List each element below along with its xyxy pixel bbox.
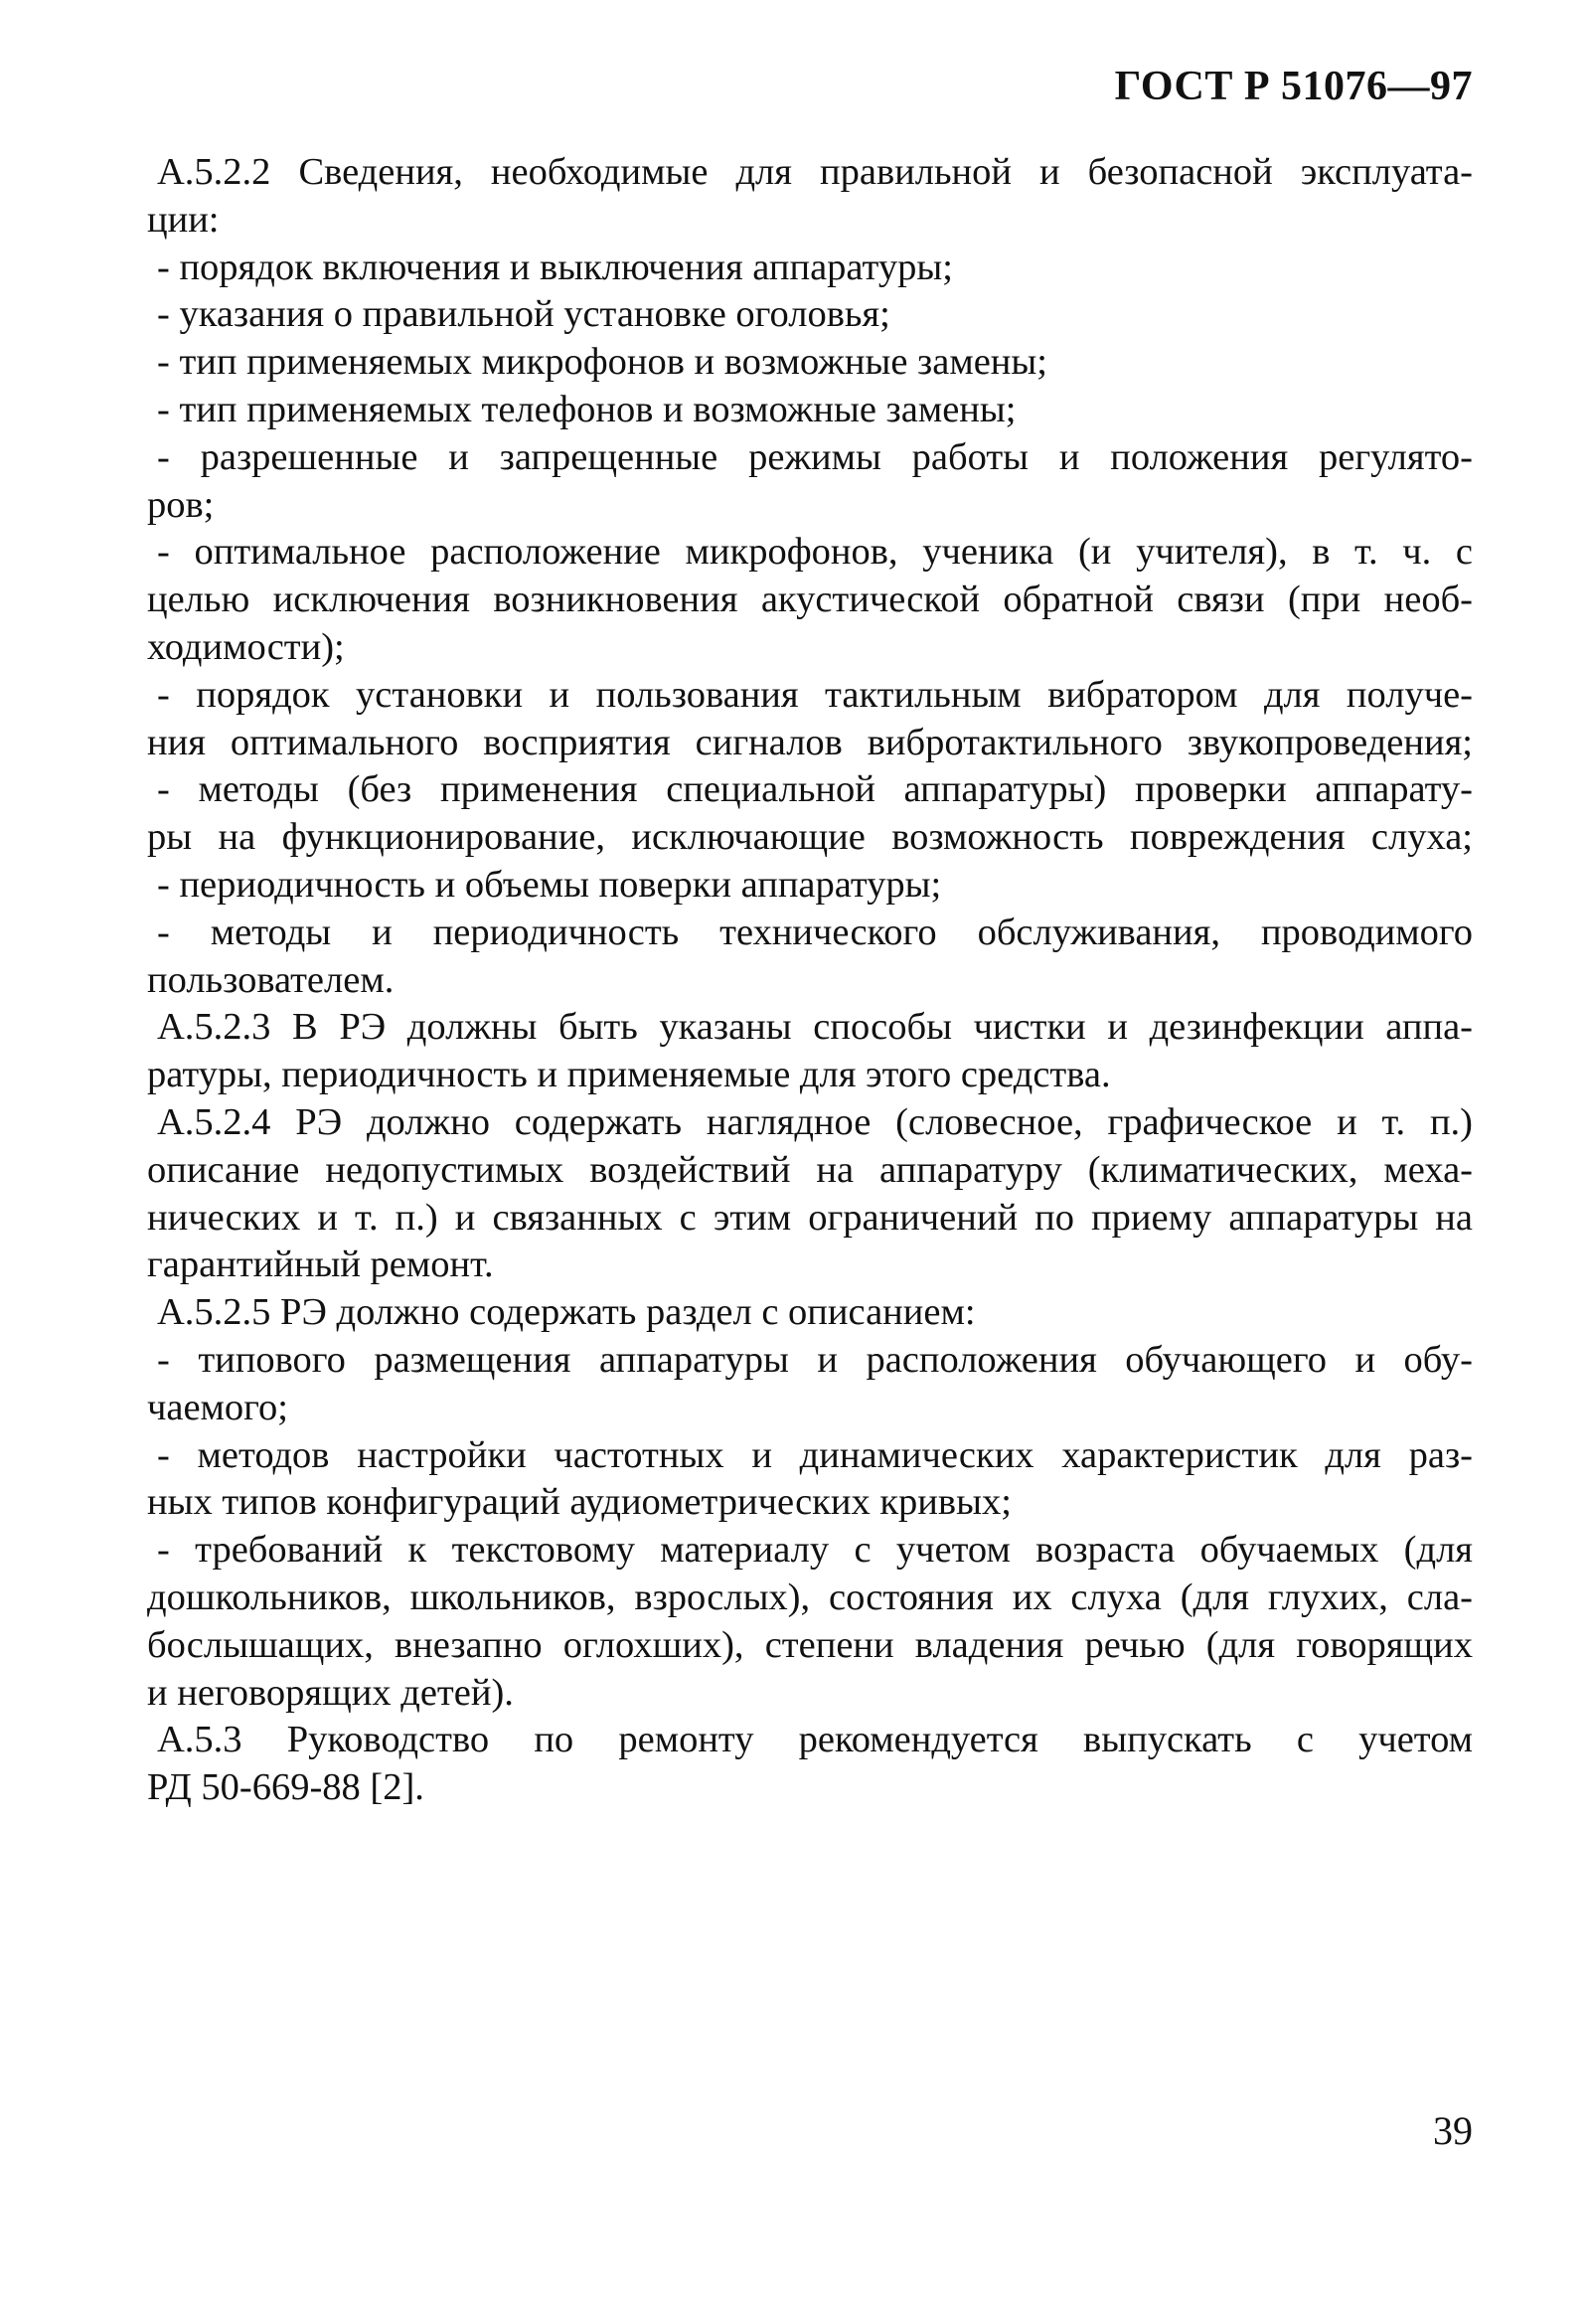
- text-line: ции:: [147, 198, 220, 241]
- text-line: ров;: [147, 483, 215, 526]
- document-body: [147, 149, 1473, 1812]
- text-line: - оптимальное расположение микрофонов, ученика (и учителя), в т. ч. с: [157, 531, 1473, 574]
- text-line: - указания о правильной установке оголовья;: [157, 293, 890, 336]
- text-line: А.5.2.2 Сведения, необходимые для правильной и безопасной эксплуата-: [157, 151, 1473, 193]
- text-line: описание недопустимых воздействий на аппаратуру (климатических, меха-: [147, 1148, 1473, 1191]
- text-line: ных типов конфигураций аудиометрических кривых;: [147, 1481, 1012, 1524]
- text-line: ходимости);: [147, 625, 345, 668]
- text-line: А.5.2.5 РЭ должно содержать раздел с описанием:: [157, 1291, 976, 1334]
- text-line: - разрешенные и запрещенные режимы работы и положения регулято-: [157, 435, 1473, 478]
- text-line: - методов настройки частотных и динамических характеристик для раз-: [157, 1433, 1473, 1476]
- list-item-operating-modes: [147, 434, 1473, 530]
- text-line: - порядок включения и выключения аппаратуры;: [157, 246, 953, 288]
- text-line: целью исключения возникновения акустической обратной связи (при необ-: [147, 579, 1473, 621]
- text-line: А.5.3 Руководство по ремонту рекомендуется выпускать с учетом: [157, 1719, 1473, 1761]
- text-line: ры на функционирование, исключающие возможность повреждения слуха;: [147, 816, 1473, 859]
- text-line: - методы (без применения специальной аппаратуры) проверки аппарату-: [157, 768, 1473, 811]
- text-line: и неговорящих детей).: [147, 1671, 514, 1714]
- text-line: - требований к текстовому материалу с учетом возраста обучаемых (для: [157, 1529, 1473, 1572]
- paragraph-a-5-2-2: [147, 149, 1473, 245]
- text-line: - тип применяемых микрофонов и возможные замены;: [157, 341, 1047, 384]
- list-item-typical-placement: [147, 1337, 1473, 1432]
- list-item-tuning-methods: [147, 1432, 1473, 1528]
- text-line: - порядок установки и пользования тактильным вибратором для получе-: [157, 673, 1473, 716]
- text-line: пользователем.: [147, 958, 395, 1001]
- paragraph-a-5-2-4: [147, 1099, 1473, 1289]
- text-line: - типового размещения аппаратуры и расположения обучающего и обу-: [157, 1338, 1473, 1381]
- text-line: ратуры, периодичность и применяемые для этого средства.: [147, 1054, 1111, 1096]
- list-item-text-material: [147, 1527, 1473, 1717]
- text-line: чаемого;: [147, 1386, 288, 1428]
- list-item-tactile-vibrator: [147, 672, 1473, 767]
- text-line: бослышащих, внезапно оглохших), степени владения речью (для говорящих: [147, 1623, 1473, 1666]
- list-item-verification: [147, 862, 1473, 910]
- list-item-power-order: [147, 245, 1473, 292]
- text-line: - тип применяемых телефонов и возможные замены;: [157, 388, 1017, 430]
- paragraph-a-5-2-5: [147, 1289, 1473, 1337]
- list-item-check-methods: [147, 766, 1473, 862]
- list-item-phone-type: [147, 387, 1473, 434]
- page-number: 39: [1433, 2108, 1473, 2153]
- list-item-microphone-placement: [147, 529, 1473, 671]
- text-line: А.5.2.4 РЭ должно содержать наглядное (словесное, графическое и т. п.): [157, 1100, 1473, 1143]
- text-line: дошкольников, школьников, взрослых), состояния их слуха (для глухих, сла-: [147, 1576, 1473, 1618]
- document-code-header: ГОСТ Р 51076—97: [1114, 64, 1473, 109]
- text-line: РД 50-669-88 [2].: [147, 1766, 424, 1809]
- list-item-maintenance: [147, 910, 1473, 1005]
- paragraph-a-5-3: [147, 1717, 1473, 1812]
- list-item-headset-install: [147, 291, 1473, 339]
- text-line: А.5.2.3 В РЭ должны быть указаны способы чистки и дезинфекции аппа-: [157, 1006, 1473, 1049]
- list-item-microphone-type: [147, 339, 1473, 387]
- paragraph-a-5-2-3: [147, 1004, 1473, 1099]
- text-line: - периодичность и объемы поверки аппаратуры;: [157, 863, 942, 906]
- text-line: нических и т. п.) и связанных с этим ограничений по приему аппаратуры на: [147, 1196, 1473, 1239]
- text-line: - методы и периодичность технического обслуживания, проводимого: [157, 911, 1473, 953]
- text-line: ния оптимального восприятия сигналов вибротактильного звукопроведения;: [147, 721, 1473, 763]
- text-line: гарантийный ремонт.: [147, 1244, 494, 1286]
